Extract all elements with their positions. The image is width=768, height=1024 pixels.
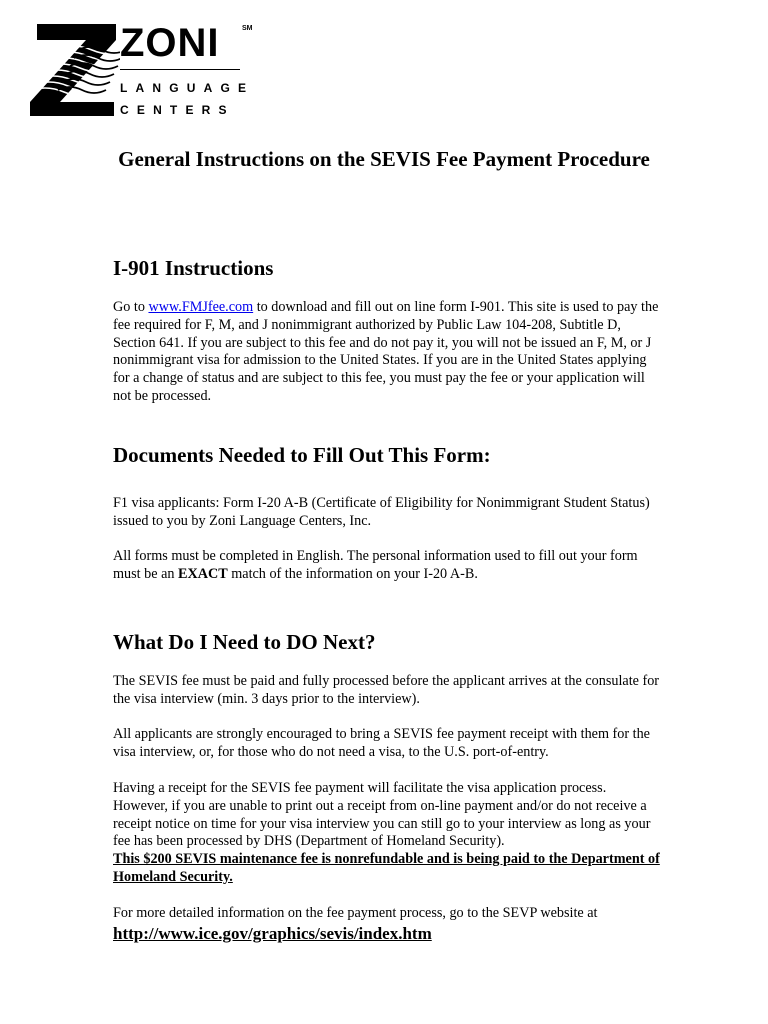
paragraph-i901: [113, 299, 661, 406]
paragraph-next-1: The SEVIS fee must be paid and fully processed before the applicant arrives at the consulate for the visa interview (min. 3 days prior to the interview).: [113, 673, 660, 707]
nonrefundable-notice: This $200 SEVIS maintenance fee is nonrefundable and is being paid to the Department of Homeland Security.: [113, 851, 660, 885]
exact-emphasis: EXACT: [178, 565, 228, 582]
logo-service-mark: SM: [242, 25, 253, 32]
heading-i901: I-901 Instructions: [113, 256, 274, 280]
text-span: All forms must be completed in English. The personal information used to fill out your form must be an: [113, 548, 638, 582]
logo-language-text: LANGUAGE: [120, 81, 255, 95]
logo-centers-text: CENTERS: [120, 103, 235, 117]
document-title: General Instructions on the SEVIS Fee Payment Procedure: [118, 147, 650, 171]
text-span: Go to: [113, 299, 149, 315]
paragraph-next-4: [113, 905, 661, 945]
heading-next: What Do I Need to DO Next?: [113, 630, 376, 654]
sevp-website-link[interactable]: http://www.ice.gov/graphics/sevis/index.htm: [113, 923, 432, 943]
text-span: Having a receipt for the SEVIS fee payment will facilitate the visa application process. However, if you are unable to print out a receipt from on-line payment and/or do not receive a receipt notice on time for your visa interview you can still go to your interview as long as your fee has been processed by DHS (Department of Homeland Security).: [113, 780, 651, 850]
paragraph-documents-1: F1 visa applicants: Form I-20 A-B (Certificate of Eligibility for Nonimmigrant Student Status) issued to you by Zoni Language Centers, Inc.: [113, 495, 650, 529]
paragraph-next-3: [113, 780, 661, 887]
logo-brand-text: ZONI: [120, 21, 220, 65]
fmjfee-link[interactable]: www.FMJfee.com: [148, 299, 254, 315]
paragraph-next-2: All applicants are strongly encouraged to bring a SEVIS fee payment receipt with them for the visa interview, or, for those who do not need a visa, to the U.S. port-of-entry.: [113, 726, 650, 760]
zoni-logo: [28, 20, 258, 120]
text-span: For more detailed information on the fee payment process, go to the SEVP website at: [113, 905, 598, 921]
logo-divider: [120, 69, 240, 70]
text-span: match of the information on your I-20 A-B.: [227, 565, 478, 582]
text-span: to download and fill out on line form I-901. This site is used to pay the fee required for F, M, and J nonimmigrant authorized by Public Law 104-208, Subtitle D, Section 641. If you are subject to this fee and do not pay it, you will not be issued an F, M, or J nonimmigrant visa for admission to the United States. If you are in the United States applying for a change of status and are subject to this fee, you must pay the fee or your application will not be processed.: [113, 299, 659, 404]
zoni-z-mark-icon: [28, 20, 120, 120]
heading-documents: Documents Needed to Fill Out This Form:: [113, 443, 491, 467]
paragraph-documents-2: [113, 548, 661, 584]
